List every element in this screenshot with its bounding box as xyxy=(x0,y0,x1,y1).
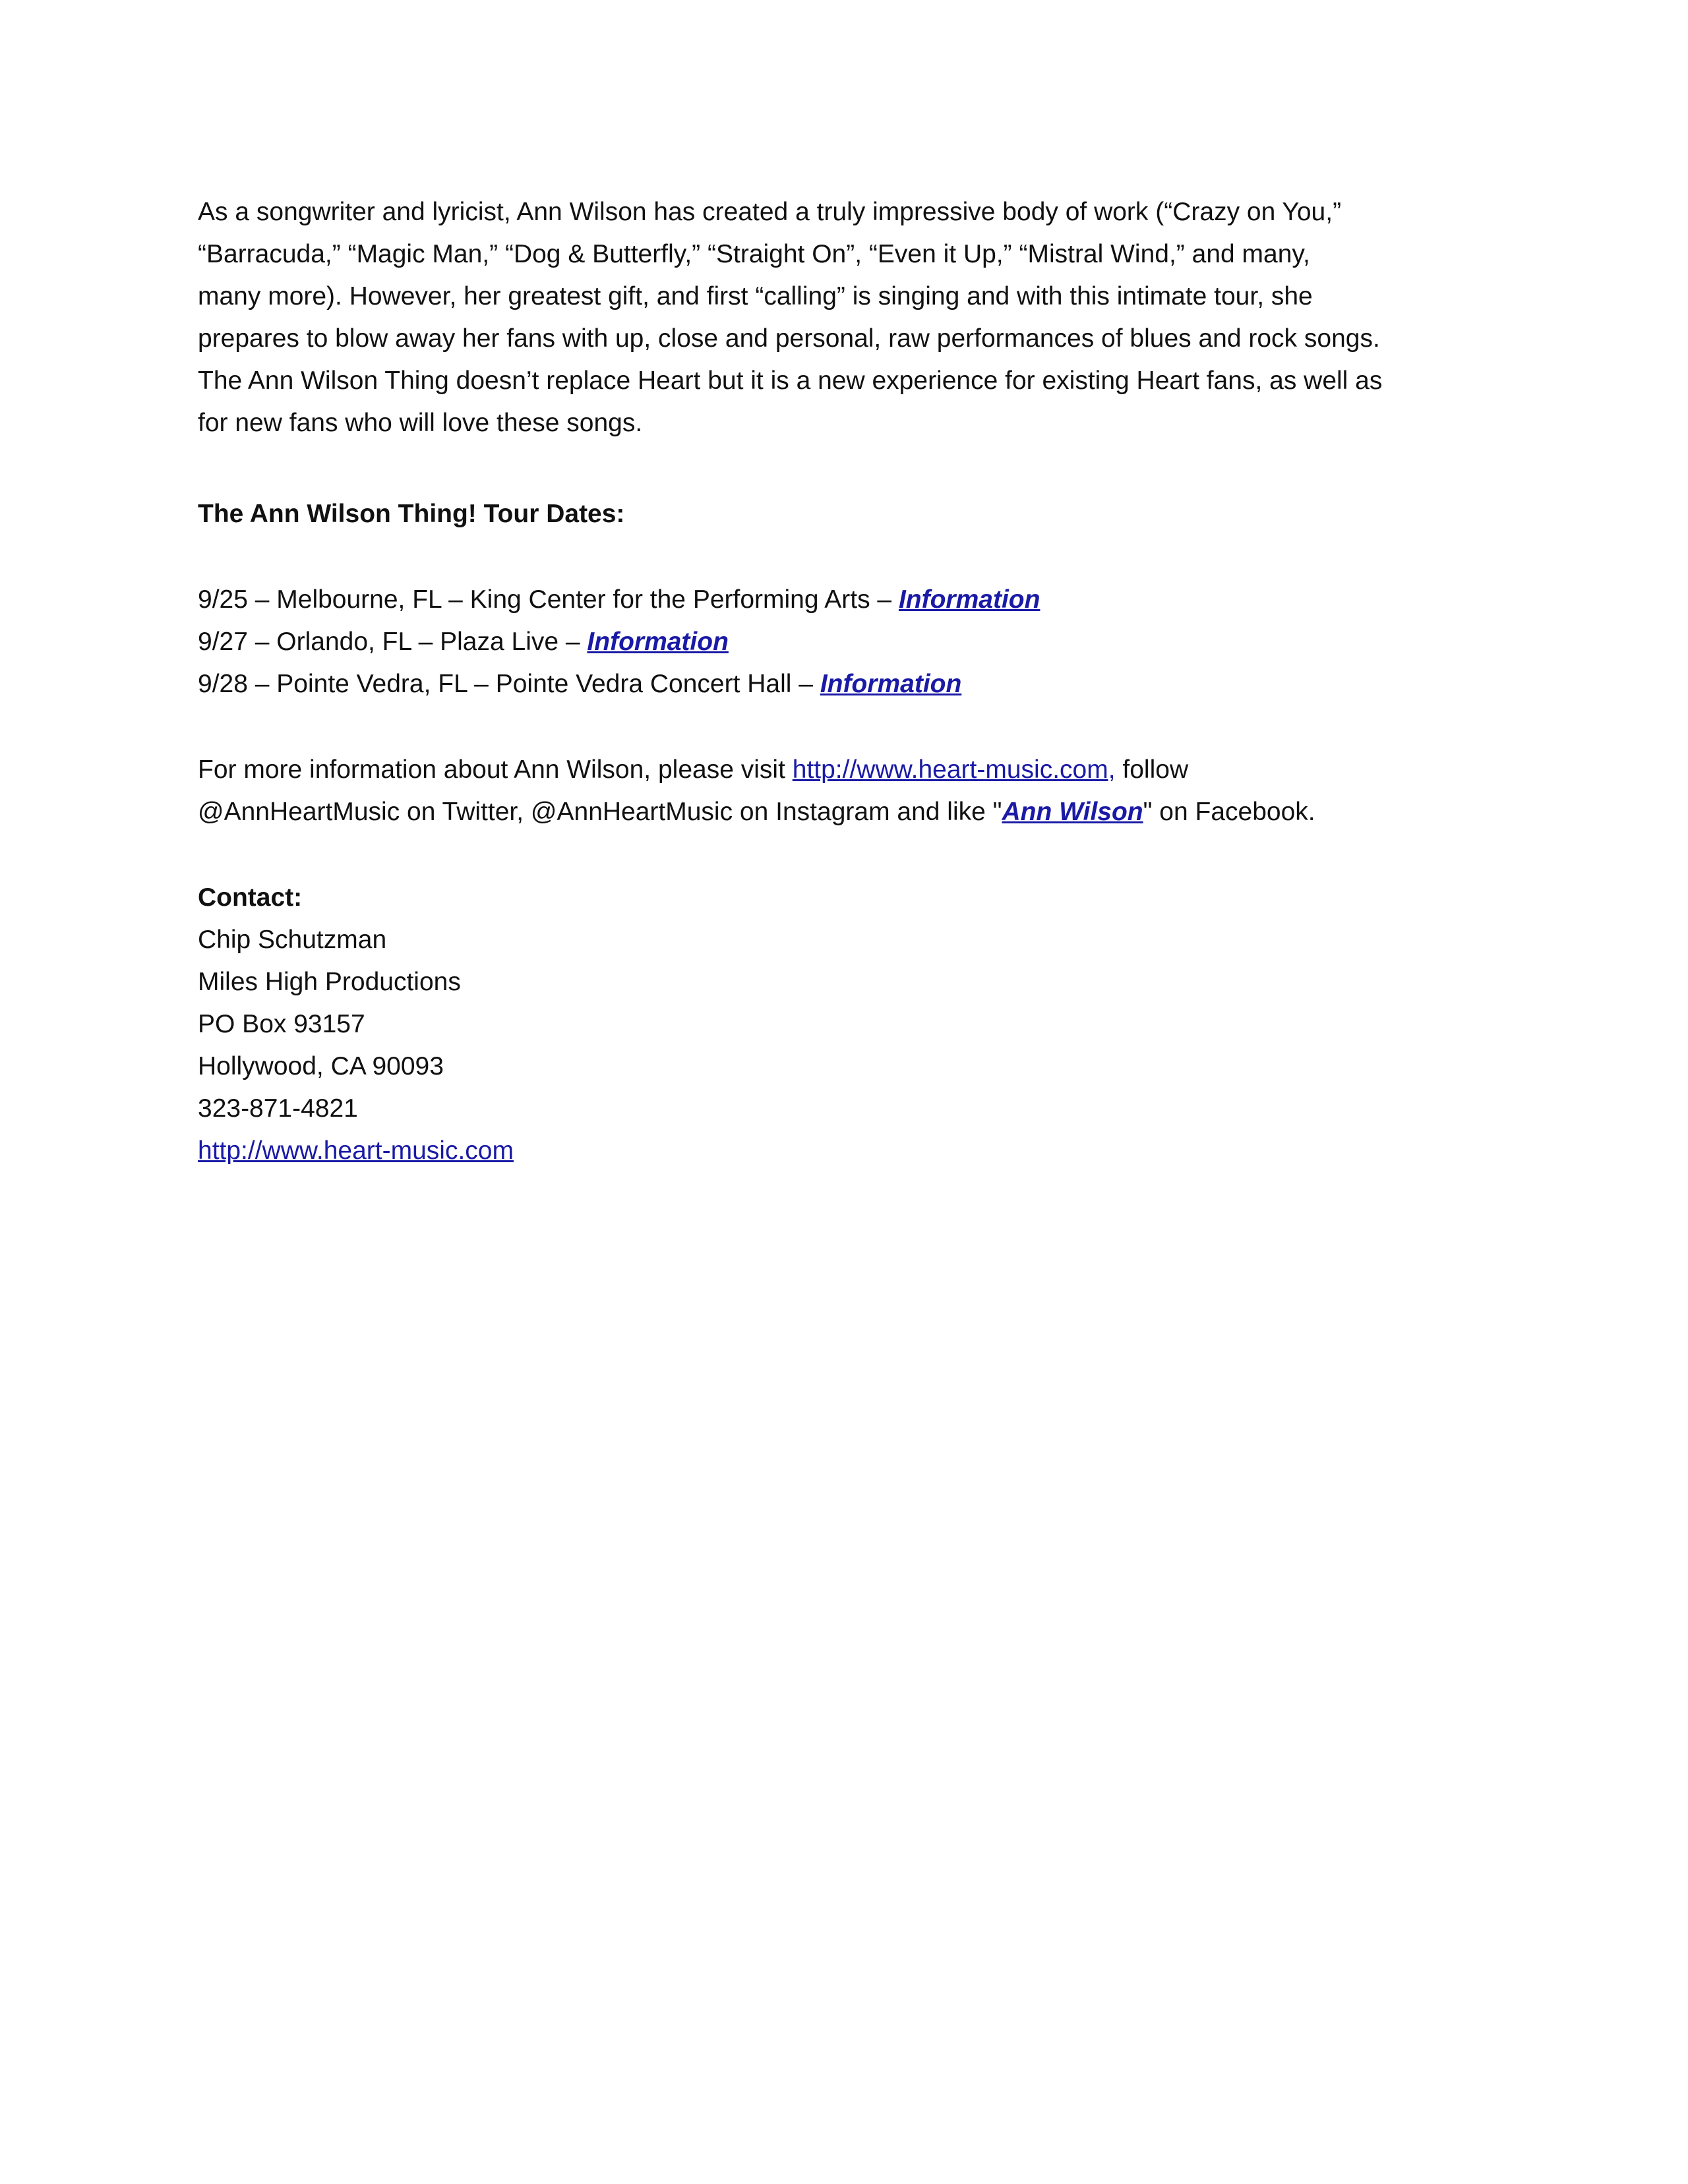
contact-heading: Contact: xyxy=(198,883,303,912)
intro-line: prepares to blow away her fans with up, close and personal, raw performances of blues and rock songs. xyxy=(198,324,1380,353)
website-link[interactable]: http://www.heart-music.com, xyxy=(792,755,1116,784)
contact-company: Miles High Productions xyxy=(198,968,461,996)
tour-date-text: 9/27 – Orlando, FL – Plaza Live – xyxy=(198,628,588,656)
more-info-text: " on Facebook. xyxy=(1143,798,1315,826)
contact-website-link[interactable]: http://www.heart-music.com xyxy=(198,1136,514,1165)
more-info-line xyxy=(198,749,1490,791)
intro-line: many more). However, her greatest gift, and first “calling” is singing and with this intimate tour, she xyxy=(198,282,1313,310)
tour-dates-list xyxy=(198,579,1490,705)
tour-date-item xyxy=(198,663,1490,705)
contact-phone: 323-871-4821 xyxy=(198,1094,358,1123)
tour-date-text: 9/25 – Melbourne, FL – King Center for the Performing Arts – xyxy=(198,585,899,614)
more-info-text: @AnnHeartMusic on Twitter, @AnnHeartMusic on Instagram and like " xyxy=(198,798,1002,826)
information-link[interactable]: Information xyxy=(587,628,729,656)
intro-line: The Ann Wilson Thing doesn’t replace Heart but it is a new experience for existing Heart fans, as well as xyxy=(198,367,1383,395)
tour-dates-heading: The Ann Wilson Thing! Tour Dates: xyxy=(198,500,625,528)
more-info-paragraph xyxy=(198,749,1490,833)
tour-date-item xyxy=(198,621,1490,663)
intro-line: As a songwriter and lyricist, Ann Wilson has created a truly impressive body of work (“Crazy on You,” xyxy=(198,198,1342,226)
facebook-ann-wilson-link[interactable]: Ann Wilson xyxy=(1002,798,1143,826)
tour-date-item xyxy=(198,579,1490,621)
more-info-line xyxy=(198,791,1490,833)
intro-line: for new fans who will love these songs. xyxy=(198,409,643,437)
information-link[interactable]: Information xyxy=(898,585,1040,614)
more-info-text: follow xyxy=(1115,755,1189,784)
intro-paragraph xyxy=(198,191,1490,444)
contact-name: Chip Schutzman xyxy=(198,926,387,954)
contact-po-box: PO Box 93157 xyxy=(198,1010,365,1038)
contact-block xyxy=(198,877,1490,1172)
document-page xyxy=(198,191,1490,1172)
contact-city: Hollywood, CA 90093 xyxy=(198,1052,444,1080)
information-link[interactable]: Information xyxy=(820,670,962,698)
intro-line: “Barracuda,” “Magic Man,” “Dog & Butterfly,” “Straight On”, “Even it Up,” “Mistral Wind,” and many, xyxy=(198,240,1310,268)
tour-date-text: 9/28 – Pointe Vedra, FL – Pointe Vedra Concert Hall – xyxy=(198,670,820,698)
more-info-text: For more information about Ann Wilson, please visit xyxy=(198,755,793,784)
